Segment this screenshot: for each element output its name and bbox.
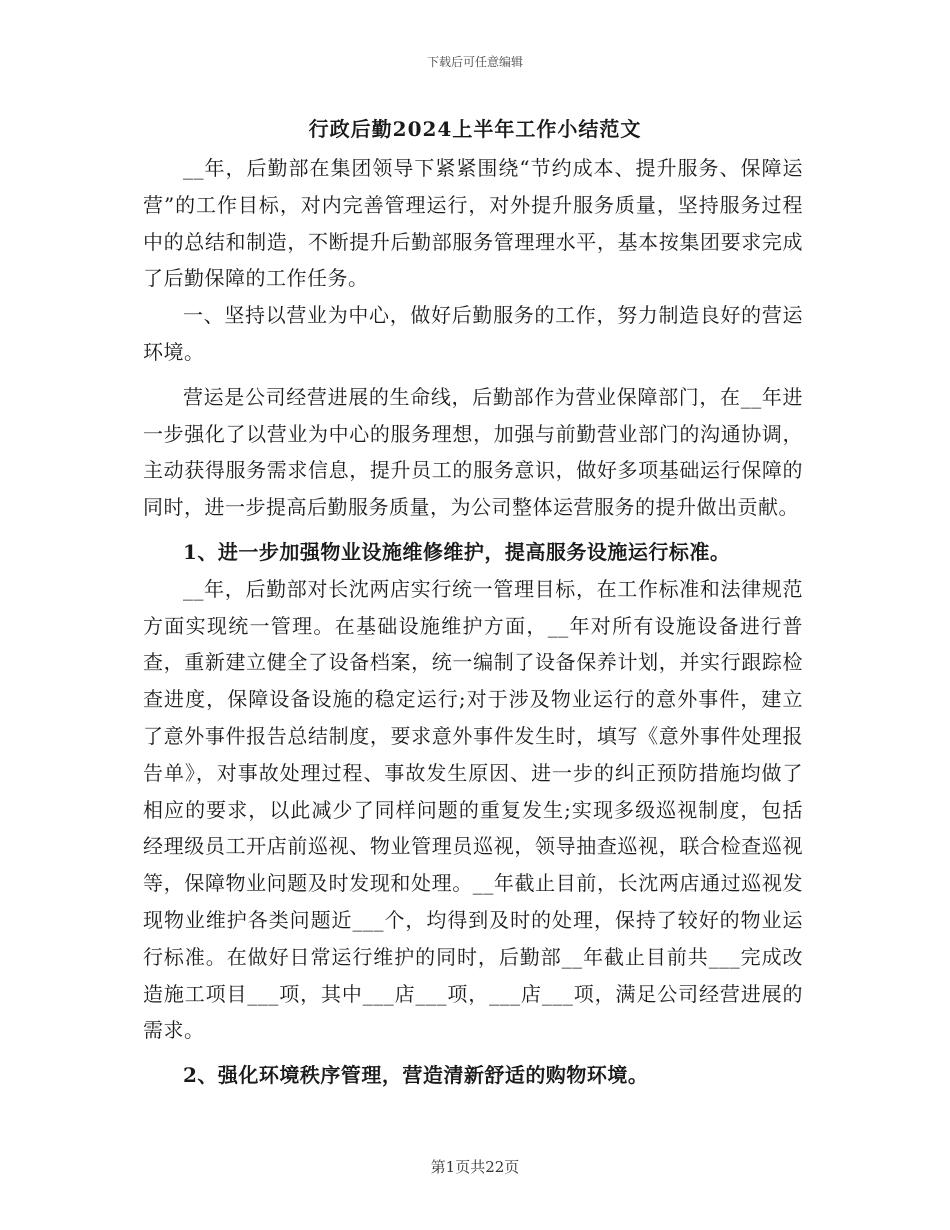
subheading-1: 1、进一步加强物业设施维修维护，提高服务设施运行标准。 — [183, 539, 731, 564]
paragraph-subsection-1: __年，后勤部对长沈两店实行统一管理目标，在工作标准和法律规范方面实现统一管理。在基础设施维护方面，__年对所有设施设备进行普查，重新建立健全了设备档案，统一编制了设备保养计划，并实行跟踪检查进度，保障设备设施的稳定运行;对于涉及物业运行的意外事件，建立了意外事件报告总结制度，要求意外事件发生时，填写《意外事件处理报告单》，对事故处理过程、事故发生原因、进一步的纠正预防措施均做了相应的要求，以此减少了同样问题的重复发生;实现多级巡视制度，包括经理级员工开店前巡视、物业管理员巡视，领导抽查巡视，联合检查巡视等，保障物业问题及时发现和处理。__年截止目前，长沈两店通过巡视发现物业维护各类问题近___个，均得到及时的处理，保持了较好的物业运行标准。在做好日常运行维护的同时，后勤部__年截止目前共___完成改造施工项目___项，其中___店___项，___店___项，满足公司经营进展的需求。 — [143, 576, 803, 1043]
page-number: 第1页共22页 — [430, 1158, 520, 1176]
paragraph-section-1: 营运是公司经营进展的生命线，后勤部作为营业保障部门，在__年进一步强化了以营业为中心的服务理想，加强与前勤营业部门的沟通协调，主动获得服务需求信息，提升员工的服务意识，做好多项基础运行保障的同时，进一步提高后勤服务质量，为公司整体运营服务的提升做出贡献。 — [143, 384, 803, 520]
document-body — [143, 150, 803, 1094]
header-note: 下载后可任意编辑 — [426, 55, 523, 69]
paragraph-intro: __年，后勤部在集团领导下紧紧围绕“节约成本、提升服务、保障运营”的工作目标，对内完善管理运行，对外提升服务质量，坚持服务过程中的总结和制造，不断提升后勤部服务管理理水平，基本按集团要求完成了后勤保障的工作任务。 — [143, 156, 803, 291]
document-title: 行政后勤2024上半年工作小结范文 — [308, 117, 642, 141]
section-heading-1: 一、坚持以营业为中心，做好后勤服务的工作，努力制造良好的营运环境。 — [143, 303, 803, 364]
subheading-2: 2、强化环境秩序管理，营造清新舒适的购物环境。 — [183, 1063, 649, 1088]
